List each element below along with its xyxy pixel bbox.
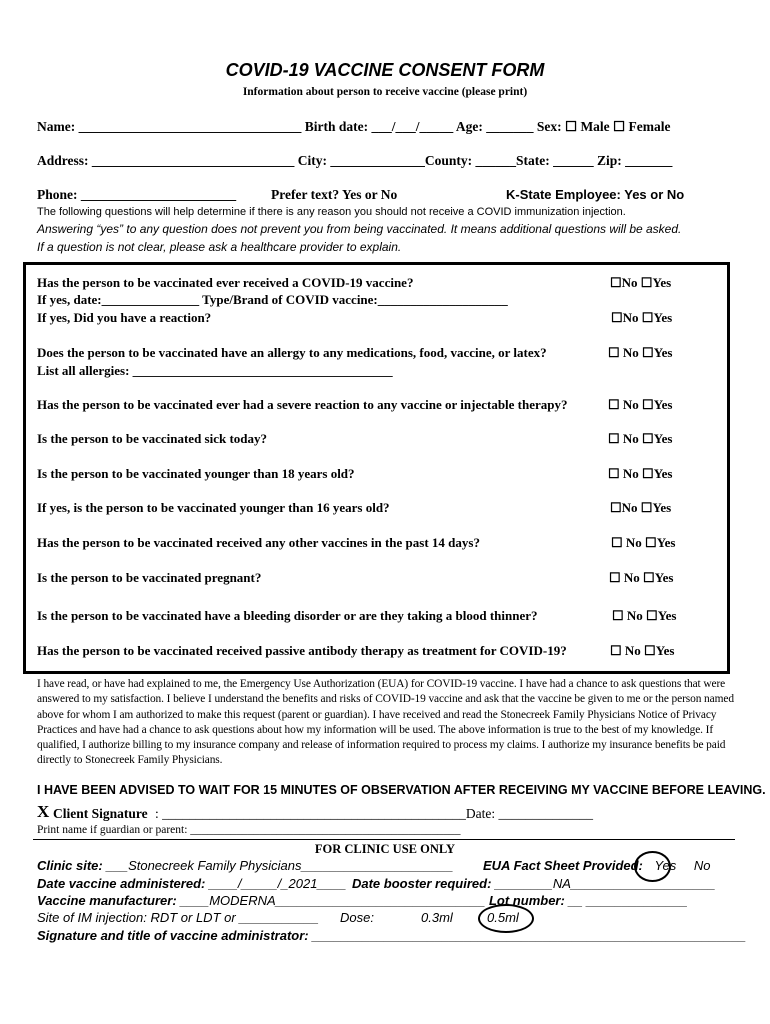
form-subtitle: Information about person to receive vaccine (please print) <box>242 86 528 98</box>
dose-label: Dose: <box>340 910 374 925</box>
question-prior-vaccine-date-brand[interactable]: If yes, date:_______________ Type/Brand of COVID vaccine:____________________ <box>37 292 508 307</box>
answer-under-18[interactable]: ☐ No ☐Yes <box>608 466 673 481</box>
question-other-vaccines: Has the person to be vaccinated received any other vaccines in the past 14 days? <box>37 535 480 550</box>
kstate-employee-field[interactable]: K-State Employee: Yes or No <box>506 187 685 202</box>
vaccine-manufacturer-label: Vaccine manufacturer: <box>37 893 177 908</box>
phone-field[interactable]: Phone: _______________________ <box>37 187 237 202</box>
clinic-use-header: FOR CLINIC USE ONLY <box>314 842 456 856</box>
clinic-site-label: Clinic site: <box>37 858 103 873</box>
question-prior-covid-vaccine: Has the person to be vaccinated ever received a COVID-19 vaccine? <box>37 275 414 290</box>
clinic-site-value[interactable]: ___Stonecreek Family Physicians_____________________ <box>106 858 454 873</box>
signature-x-mark: X <box>37 802 50 821</box>
booster-date-value[interactable]: ________NA____________________ <box>495 876 716 891</box>
eua-no-option[interactable]: No <box>693 858 711 873</box>
vaccine-manufacturer-value[interactable]: ____MODERNA_____________________________ <box>180 893 486 908</box>
allergies-list-field[interactable]: List all allergies: ________________________________________ <box>37 363 393 378</box>
answer-reaction[interactable]: ☐No ☐Yes <box>611 310 673 325</box>
question-allergy: Does the person to be vaccinated have an allergy to any medications, food, vaccine, or latex? <box>37 345 547 360</box>
eua-fact-sheet-label: EUA Fact Sheet Provided: <box>483 858 643 873</box>
answer-prior-covid-vaccine[interactable]: ☐No ☐Yes <box>610 275 672 290</box>
instructions-line-1: The following questions will help determine if there is any reason you should not receive a COVID immunization injection. <box>37 206 626 218</box>
client-signature-label: Client Signature <box>53 806 148 821</box>
administrator-signature-label: Signature and title of vaccine administrator: <box>37 928 309 943</box>
question-reaction: If yes, Did you have a reaction? <box>37 310 212 325</box>
answer-pregnant[interactable]: ☐ No ☐Yes <box>609 570 674 585</box>
lot-number-value[interactable]: __ ______________ <box>568 893 688 908</box>
prefer-text-field[interactable]: Prefer text? Yes or No <box>271 187 398 202</box>
date-administered-value[interactable]: ____/_____/_2021____ <box>208 876 347 891</box>
address-row[interactable]: Address: ______________________________ City: ______________County: ______State: ______ Zip: _______ <box>37 153 673 168</box>
answer-allergy[interactable]: ☐ No ☐Yes <box>608 345 673 360</box>
answer-severe-reaction[interactable]: ☐ No ☐Yes <box>608 397 673 412</box>
im-site-value[interactable]: RDT or LDT or ___________ <box>150 910 319 925</box>
observation-advisory: I HAVE BEEN ADVISED TO WAIT FOR 15 MINUTES OF OBSERVATION AFTER RECEIVING MY VACCINE BEFORE LEAVING. <box>37 783 766 797</box>
date-administered-label: Date vaccine administered: <box>37 876 206 891</box>
name-birthdate-row[interactable]: Name: _________________________________ Birth date: ___/___/_____ Age: _______ Sex: ☐ Male ☐ Female <box>37 119 671 134</box>
answer-antibody-therapy[interactable]: ☐ No ☐Yes <box>610 643 675 658</box>
consent-paragraph: I have read, or have had explained to me, the Emergency Use Authorization (EUA) for COVID-19 vaccine. I have had a chance to ask questions that were answered to my satisfaction. I believe I understand the benefits and risks of COVID-19 vaccine and ask that the vaccine be given to me or the person named above for whom I am authorized to make this request (parent or guardian). I have received and read the Stonecreek Family Physicians Notice of Privacy Practices and have had a chance to ask questions about how my information will be used. The above information is true to the best of my knowledge. If qualified, I authorize billing to my insurance company and release of information required to process my claims. I authorize my insurance benefits be paid directly to Stonecreek Family Physicians. <box>37 678 734 767</box>
question-under-18: Is the person to be vaccinated younger than 18 years old? <box>37 466 355 481</box>
dose-option-03ml[interactable]: 0.3ml <box>421 910 453 925</box>
administrator-signature-line[interactable]: ____________________________________________________________ <box>312 928 747 943</box>
dose-option-05ml[interactable]: 0.5ml <box>487 910 519 925</box>
question-pregnant: Is the person to be vaccinated pregnant? <box>37 570 262 585</box>
instructions-line-3: If a question is not clear, please ask a healthcare provider to explain. <box>37 240 402 254</box>
question-severe-reaction: Has the person to be vaccinated ever had a severe reaction to any vaccine or injectable therapy? <box>37 397 568 412</box>
form-title: COVID-19 VACCINE CONSENT FORM <box>225 60 545 80</box>
instructions-line-2: Answering “yes” to any question does not prevent you from being vaccinated. It means additional questions will be asked. <box>37 222 682 236</box>
question-sick-today: Is the person to be vaccinated sick today? <box>37 431 268 446</box>
clinic-section-divider <box>33 839 735 840</box>
answer-sick-today[interactable]: ☐ No ☐Yes <box>608 431 673 446</box>
question-bleeding-disorder: Is the person to be vaccinated have a bleeding disorder or are they taking a blood thinner? <box>37 608 538 623</box>
guardian-name-field[interactable]: Print name if guardian or parent: _______________________________________________ <box>37 824 461 836</box>
answer-under-16[interactable]: ☐No ☐Yes <box>610 500 672 515</box>
question-under-16: If yes, is the person to be vaccinated younger than 16 years old? <box>37 500 390 515</box>
booster-date-label: Date booster required: <box>351 876 492 891</box>
lot-number-label: Lot number: <box>488 893 565 908</box>
question-antibody-therapy: Has the person to be vaccinated received passive antibody therapy as treatment for COVID-19? <box>37 643 567 658</box>
answer-bleeding-disorder[interactable]: ☐ No ☐Yes <box>612 608 677 623</box>
answer-other-vaccines[interactable]: ☐ No ☐Yes <box>611 535 676 550</box>
eua-yes-option[interactable]: Yes <box>654 858 677 873</box>
im-site-label: Site of IM injection: <box>37 910 147 925</box>
client-signature-line[interactable]: : _____________________________________________Date: ______________ <box>155 806 593 821</box>
